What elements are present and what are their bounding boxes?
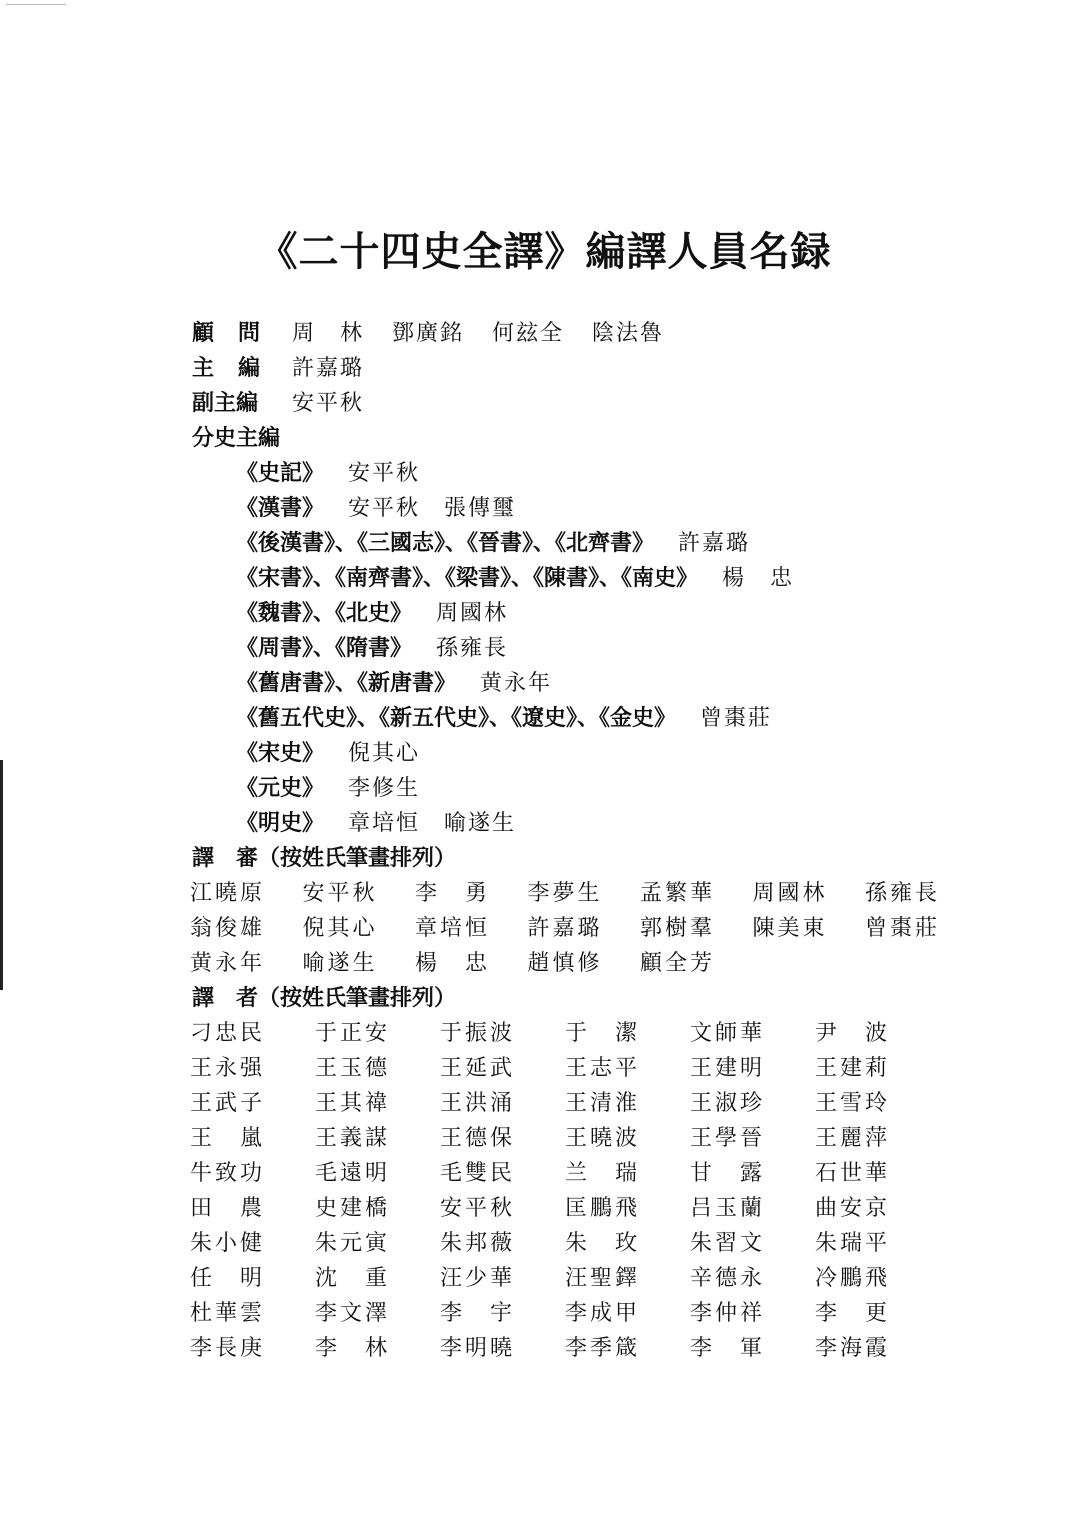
- chief-editor-name: 許嘉璐: [292, 356, 365, 381]
- person-name: 王志平: [565, 1056, 641, 1081]
- advisor-name: 陰法魯: [592, 321, 665, 346]
- person-name: 王義謀: [315, 1126, 391, 1151]
- person-name: 周國林: [752, 881, 828, 906]
- person-name: 王玉德: [315, 1056, 391, 1081]
- reviewers-label: 譯 審（按姓氏筆畫排列）: [192, 846, 457, 871]
- scan-edge-mark: [6, 4, 66, 5]
- person-name: 王德保: [440, 1126, 516, 1151]
- person-name: 曾棗莊: [865, 916, 941, 941]
- person-name: 陳美東: [752, 916, 828, 941]
- person-name: 王學晉: [690, 1126, 766, 1151]
- person-name: 章培恒: [415, 916, 491, 941]
- section-books: 《宋史》: [236, 741, 325, 766]
- person-name: 王清淮: [565, 1091, 641, 1116]
- person-name: 毛雙民: [440, 1161, 516, 1186]
- person-name: 于振波: [440, 1021, 516, 1046]
- advisor-name: 何玆全: [492, 321, 565, 346]
- section-editors: 安平秋: [348, 461, 421, 486]
- person-name: 王麗萍: [815, 1126, 891, 1151]
- section-editors: 安平秋 張傳璽: [348, 496, 517, 521]
- deputy-chief-editor-label: 副主編: [192, 391, 259, 416]
- person-name: 田 農: [190, 1196, 266, 1221]
- person-name: 石世華: [815, 1161, 891, 1186]
- person-name: 李成甲: [565, 1301, 641, 1326]
- person-name: 匡鵬飛: [565, 1196, 641, 1221]
- person-name: 李 宇: [440, 1301, 516, 1326]
- person-name: 安平秋: [440, 1196, 516, 1221]
- person-name: 辛德永: [690, 1266, 766, 1291]
- person-name: 朱小健: [190, 1231, 266, 1256]
- person-name: 兰 瑞: [565, 1161, 641, 1186]
- person-name: 王延武: [440, 1056, 516, 1081]
- section-editors: 楊 忠: [722, 566, 795, 591]
- section-editors: 許嘉璐: [678, 531, 751, 556]
- person-name: 文師華: [690, 1021, 766, 1046]
- person-name: 孫雍長: [865, 881, 941, 906]
- person-name: 甘 露: [690, 1161, 766, 1186]
- person-name: 趙慎修: [527, 951, 603, 976]
- person-name: 任 明: [190, 1266, 266, 1291]
- person-name: 尹 波: [815, 1021, 891, 1046]
- person-name: 朱 玫: [565, 1231, 641, 1256]
- person-name: 王其禕: [315, 1091, 391, 1116]
- person-name: 倪其心: [302, 916, 378, 941]
- person-name: 顧全芳: [640, 951, 716, 976]
- advisors-label: 顧問: [192, 321, 285, 346]
- section-editors: 周國林: [436, 601, 509, 626]
- advisor-name: 周 林: [292, 321, 365, 346]
- person-name: 刁忠民: [190, 1021, 266, 1046]
- section-editors: 孫雍長: [436, 636, 509, 661]
- person-name: 黄永年: [190, 951, 266, 976]
- person-name: 翁俊雄: [190, 916, 266, 941]
- person-name: 李文澤: [315, 1301, 391, 1326]
- person-name: 史建橋: [315, 1196, 391, 1221]
- person-name: 汪少華: [440, 1266, 516, 1291]
- person-name: 李長庚: [190, 1336, 266, 1361]
- deputy-chief-editor-name: 安平秋: [292, 391, 365, 416]
- chief-editor-names: [292, 351, 392, 386]
- person-name: 李 勇: [415, 881, 491, 906]
- person-name: 安平秋: [302, 881, 378, 906]
- person-name: 朱習文: [690, 1231, 766, 1256]
- section-books: 《後漢書》、《三國志》、《晉書》、《北齊書》: [236, 531, 655, 556]
- advisors-names: [292, 316, 692, 351]
- person-name: 李 更: [815, 1301, 891, 1326]
- section-editors: 黄永年: [480, 671, 553, 696]
- person-name: 許嘉璐: [527, 916, 603, 941]
- section-books: 《魏書》、《北史》: [236, 601, 413, 626]
- person-name: 王永强: [190, 1056, 266, 1081]
- person-name: 王建明: [690, 1056, 766, 1081]
- person-name: 杜華雲: [190, 1301, 266, 1326]
- person-name: 王曉波: [565, 1126, 641, 1151]
- section-books: 《史記》: [236, 461, 325, 486]
- person-name: 李仲祥: [690, 1301, 766, 1326]
- person-name: 李夢生: [527, 881, 603, 906]
- section-books: 《漢書》: [236, 496, 325, 521]
- section-editors: 曾棗莊: [700, 706, 773, 731]
- person-name: 吕玉蘭: [690, 1196, 766, 1221]
- person-name: 王 嵐: [190, 1126, 266, 1151]
- person-name: 毛遠明: [315, 1161, 391, 1186]
- person-name: 于 潔: [565, 1021, 641, 1046]
- scan-binding-mark: [0, 760, 3, 990]
- person-name: 牛致功: [190, 1161, 266, 1186]
- section-editors: 倪其心: [348, 741, 421, 766]
- person-name: 王洪涌: [440, 1091, 516, 1116]
- chief-editor-label: 主編: [192, 356, 285, 381]
- person-name: 朱元寅: [315, 1231, 391, 1256]
- person-name: 李季箴: [565, 1336, 641, 1361]
- person-name: 于正安: [315, 1021, 391, 1046]
- person-name: 沈 重: [315, 1266, 391, 1291]
- person-name: 李 軍: [690, 1336, 766, 1361]
- person-name: 江曉原: [190, 881, 266, 906]
- deputy-chief-editor-names: [292, 386, 392, 421]
- person-name: 楊 忠: [415, 951, 491, 976]
- person-name: 郭樹羣: [640, 916, 716, 941]
- section-books: 《舊五代史》、《新五代史》、《遼史》、《金史》: [236, 706, 677, 731]
- person-name: 汪聖鐸: [565, 1266, 641, 1291]
- person-name: 李明曉: [440, 1336, 516, 1361]
- advisor-name: 鄧廣銘: [392, 321, 465, 346]
- person-name: 王雪玲: [815, 1091, 891, 1116]
- person-name: 朱瑞平: [815, 1231, 891, 1256]
- person-name: 王建莉: [815, 1056, 891, 1081]
- section-books: 《明史》: [236, 811, 325, 836]
- person-name: 冷鵬飛: [815, 1266, 891, 1291]
- section-editors: 李修生: [348, 776, 421, 801]
- person-name: 王淑珍: [690, 1091, 766, 1116]
- section-books: 《舊唐書》、《新唐書》: [236, 671, 457, 696]
- section-editors-label: 分史主編: [192, 426, 281, 451]
- scan-artifact: [392, 1404, 393, 1420]
- section-books: 《元史》: [236, 776, 325, 801]
- person-name: 喻遂生: [302, 951, 378, 976]
- person-name: 李 林: [315, 1336, 391, 1361]
- person-name: 李海霞: [815, 1336, 891, 1361]
- person-name: 朱邦薇: [440, 1231, 516, 1256]
- page-title: 《二十四史全譯》編譯人員名録: [257, 229, 832, 275]
- section-books: 《周書》、《隋書》: [236, 636, 413, 661]
- translators-label: 譯 者（按姓氏筆畫排列）: [192, 986, 457, 1011]
- person-name: 孟繁華: [640, 881, 716, 906]
- person-name: 王武子: [190, 1091, 266, 1116]
- section-books: 《宋書》、《南齊書》、《梁書》、《陳書》、《南史》: [236, 566, 699, 591]
- section-editors: 章培恒 喻遂生: [348, 811, 517, 836]
- person-name: 曲安京: [815, 1196, 891, 1221]
